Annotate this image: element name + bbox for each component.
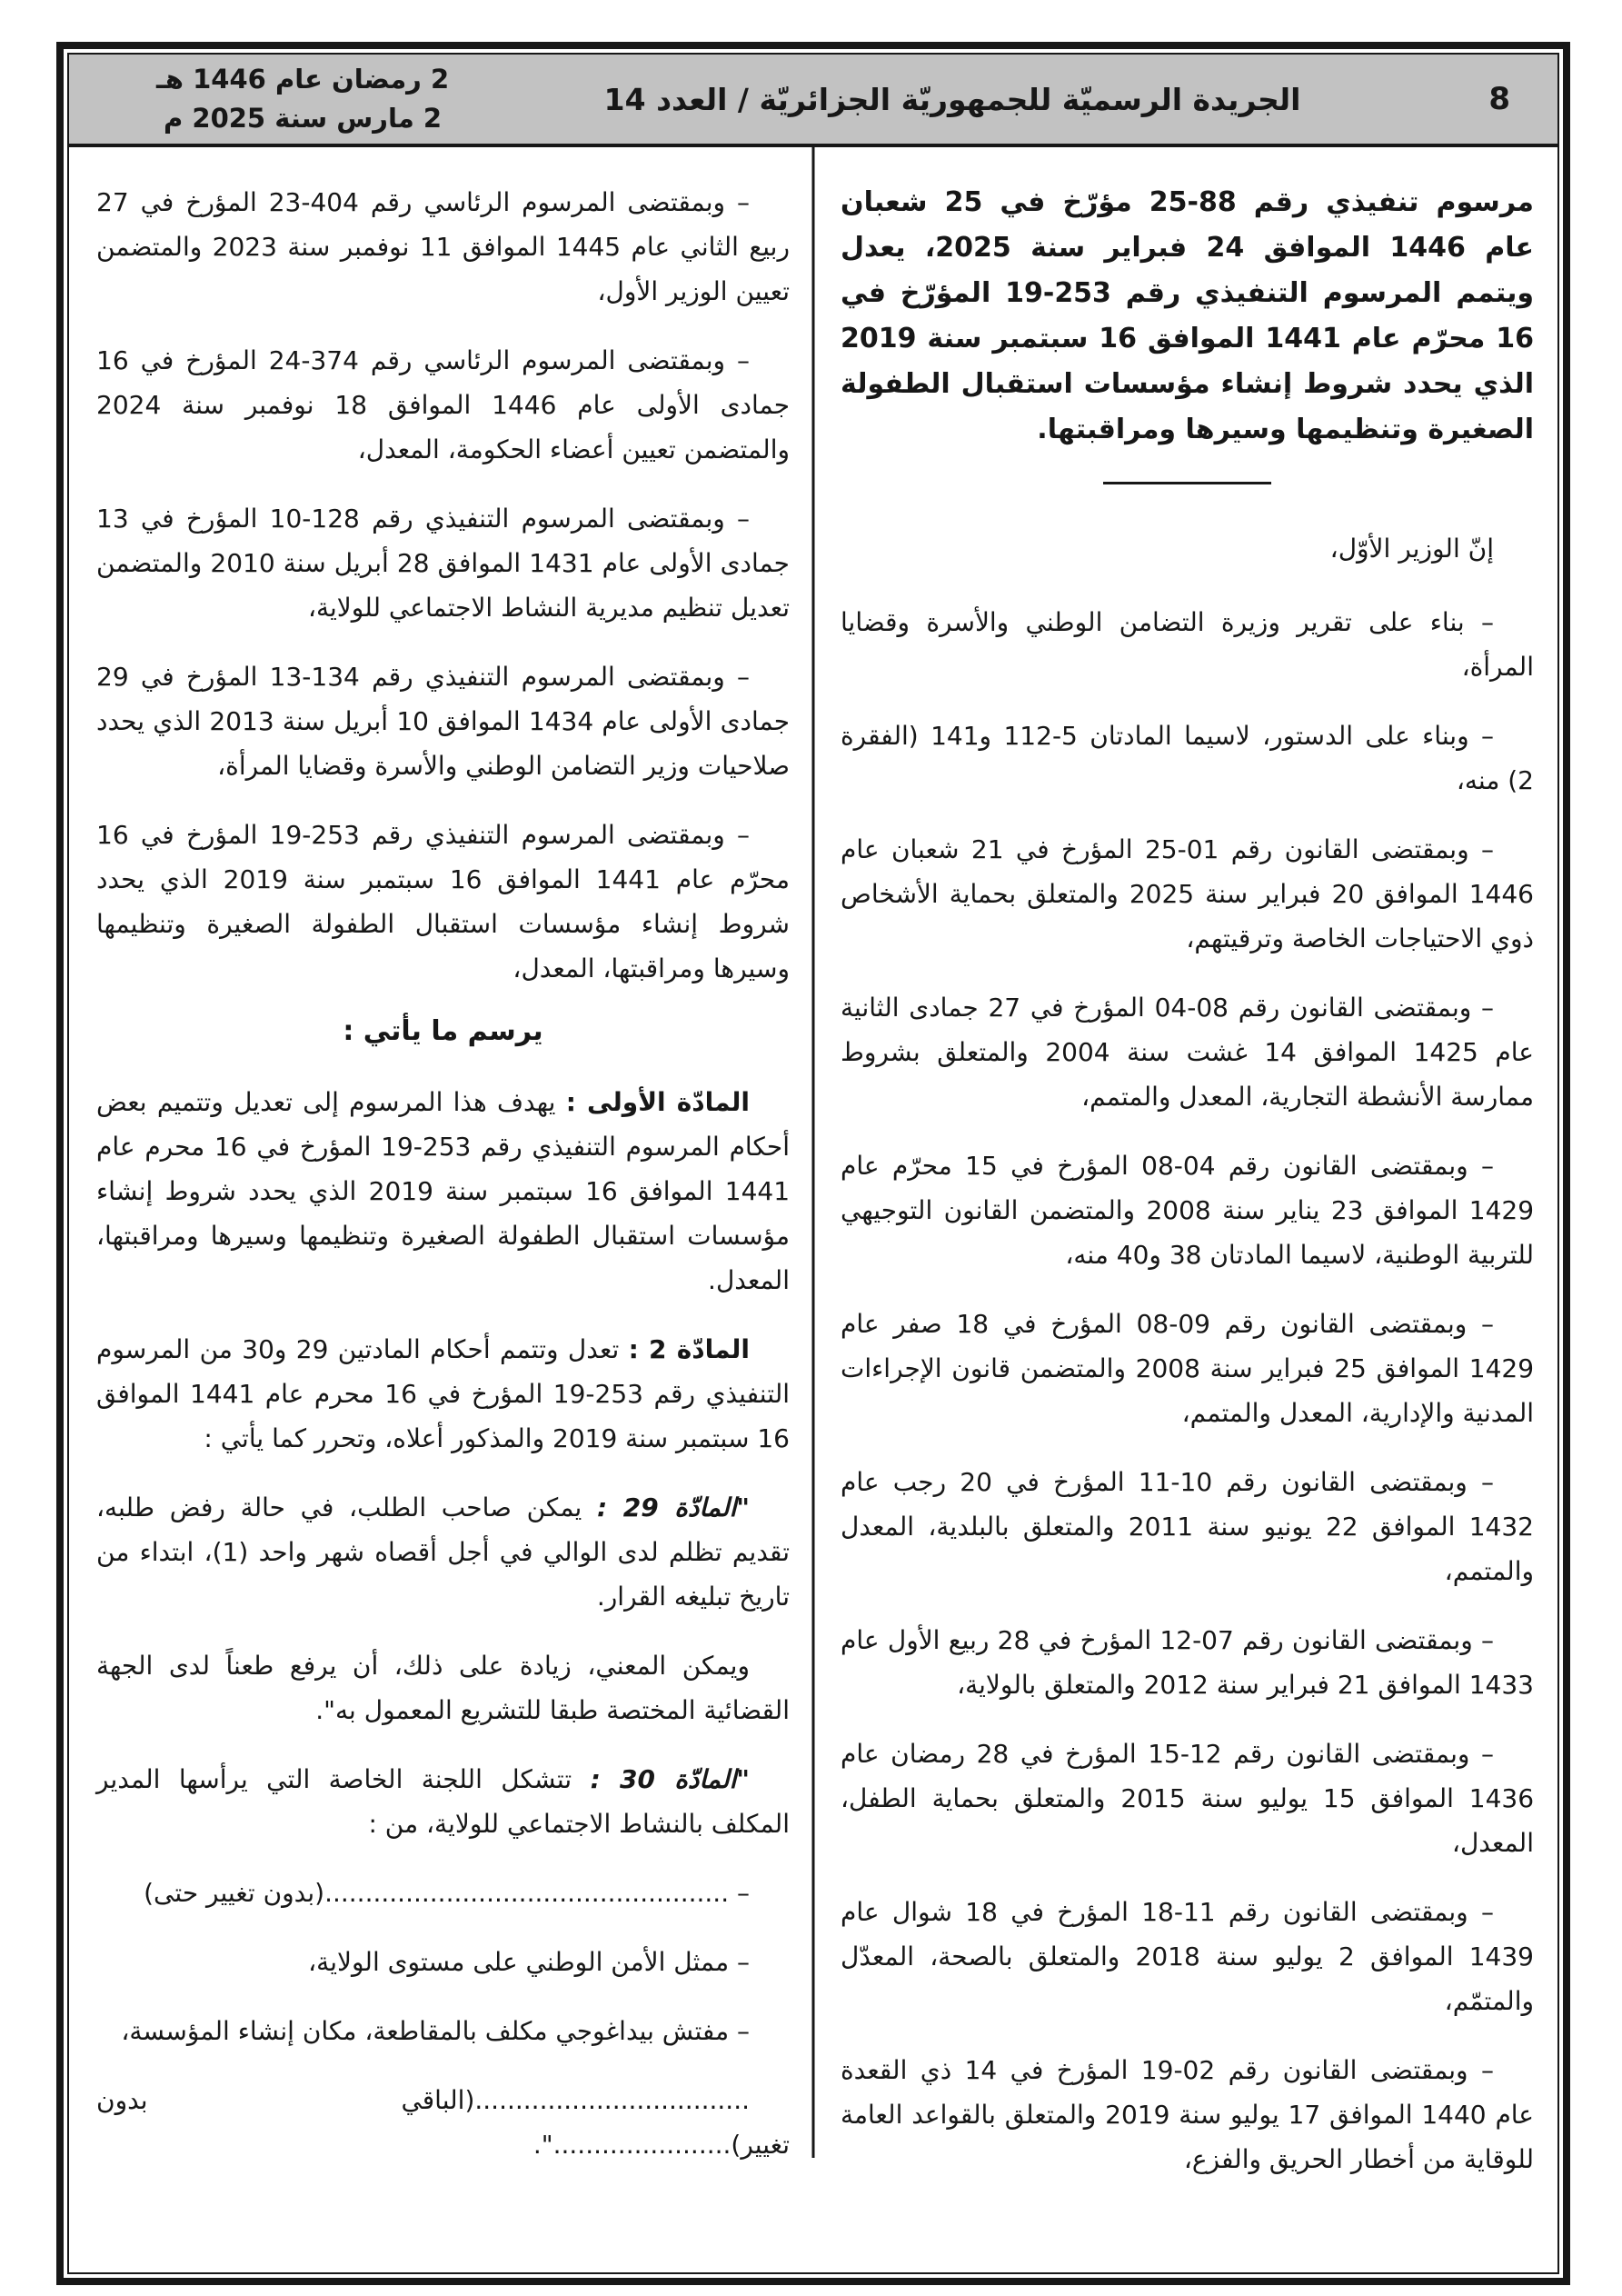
- article-paragraph: [96, 1871, 790, 1915]
- article-paragraph: [96, 2078, 790, 2167]
- page-frame-inner: [67, 53, 1559, 2274]
- header-dates: [69, 60, 449, 138]
- opening-line: إنّ الوزير الأوّل،: [1329, 534, 1494, 564]
- enactment-heading: يرسم ما يأتي :: [343, 1015, 543, 1047]
- page-header: [69, 55, 1557, 147]
- article-paragraph: [96, 2009, 790, 2053]
- article-text: ..................................(الباقي بدون تغيير)......................".: [96, 2085, 790, 2160]
- date-hijri: 2 رمضان عام 1446 هـ: [156, 64, 450, 95]
- visa-paragraph: – وبمقتضى المرسوم التنفيذي رقم 128-10 المؤرخ في 13 جمادى الأولى عام 1431 الموافق 28 أبريل سنة 2010 والمتضمن تعديل تنظيم مديرية النشاط الاجتماعي للولاية،: [96, 504, 790, 623]
- page-number: 8: [1488, 81, 1510, 117]
- article-text: – مفتش بيداغوجي مكلف بالمقاطعة، مكان إنشاء المؤسسة،: [121, 2016, 750, 2046]
- article-paragraph: [96, 1940, 790, 1984]
- column-right: [813, 147, 1557, 2272]
- visa-paragraph: – وبمقتضى القانون رقم 08-04 المؤرخ في 27 جمادى الثانية عام 1425 الموافق 14 غشت سنة 2004 والمتعلق بشروط ممارسة الأنشطة التجارية، المعدل والمتمم،: [841, 993, 1534, 1112]
- article-lead: "المادّة 30 :: [590, 1764, 750, 1794]
- article-text: يهدف هذا المرسوم إلى تعديل وتتميم بعض أحكام المرسوم التنفيذي رقم 253-19 المؤرخ في 16 محرم عام 1441 الموافق 16 سبتمبر سنة 2019 الذي يحدد شروط إنشاء مؤسسات استقبال الطفولة الصغيرة وتنظيمها وسيرها ومراقبتها، المعدل.: [96, 1087, 791, 1295]
- article-paragraph: [96, 1757, 790, 1846]
- journal-title: الجريدة الرسميّة للجمهوريّة الجزائريّة / العدد 14: [603, 81, 1301, 117]
- article-text: تعدل وتتمم أحكام المادتين 29 و30 من المرسوم التنفيذي رقم 253-19 المؤرخ في 16 محرم عام 1441 الموافق 16 سبتمبر سنة 2019 والمذكور أعلاه، وتحرر كما يأتي :: [96, 1334, 791, 1453]
- column-left: [69, 147, 813, 2272]
- decree-title: مرسوم تنفيذي رقم 88-25 مؤرّخ في 25 شعبان عام 1446 الموافق 24 فبراير سنة 2025، يعدل ويتمم المرسوم التنفيذي رقم 253-19 المؤرّخ في 16 محرّم عام 1441 الموافق 16 سبتمبر سنة 2019 الذي يحدد شروط إنشاء مؤسسات استقبال الطفولة الصغيرة وتنظيمها وسيرها ومراقبتها.: [841, 186, 1534, 445]
- visa-paragraph: – وبمقتضى القانون رقم 12-15 المؤرخ في 28 رمضان عام 1436 الموافق 15 يوليو سنة 2015 والمتعلق بحماية الطفل، المعدل،: [841, 1739, 1535, 1858]
- column-divider: [812, 147, 815, 2158]
- article-text: – ممثل الأمن الوطني على مستوى الولاية،: [308, 1947, 750, 1977]
- article-text: يمكن صاحب الطلب، في حالة رفض طلبه، تقديم تظلم لدى الوالي في أجل أقصاه شهر واحد (1)، ابتداء من تاريخ تبليغه القرار.: [96, 1492, 790, 1612]
- visa-paragraph: – وبمقتضى القانون رقم 04-08 المؤرخ في 15 محرّم عام 1429 الموافق 23 يناير سنة 2008 والمتضمن القانون التوجيهي للتربية الوطنية، لاسيما المادتان 38 و40 منه،: [841, 1151, 1535, 1270]
- visa-paragraph: – وبمقتضى المرسوم الرئاسي رقم 404-23 المؤرخ في 27 ربيع الثاني عام 1445 الموافق 11 نوفمبر سنة 2023 والمتضمن تعيين الوزير الأول،: [96, 187, 790, 306]
- article-text: تتشكل اللجنة الخاصة التي يرأسها المدير المكلف بالنشاط الاجتماعي للولاية، من :: [96, 1764, 790, 1839]
- article-lead: المادّة الأولى :: [565, 1087, 751, 1117]
- article-paragraph: [96, 1327, 790, 1461]
- article-text: – ..................................................(بدون تغيير حتى): [144, 1878, 750, 1908]
- visa-paragraph: – وبمقتضى القانون رقم 02-19 المؤرخ في 14 ذي القعدة عام 1440 الموافق 17 يوليو سنة 2019 والمتعلق بالقواعد العامة للوقاية من أخطار الحريق والفزع،: [841, 2055, 1535, 2174]
- article-paragraph: [96, 1080, 790, 1303]
- visa-paragraph: – وبمقتضى المرسوم التنفيذي رقم 253-19 المؤرخ في 16 محرّم عام 1441 الموافق 16 سبتمبر سنة 2019 الذي يحدد شروط إنشاء مؤسسات استقبال الطفولة الصغيرة وتنظيمها وسيرها ومراقبتها، المعدل،: [96, 820, 791, 983]
- page-frame: [56, 42, 1570, 2285]
- article-lead: المادّة 2 :: [628, 1334, 750, 1364]
- article-text: ويمكن المعني، زيادة على ذلك، أن يرفع طعناً لدى الجهة القضائية المختصة طبقا للتشريع المعمول به".: [96, 1651, 790, 1725]
- visa-paragraph: – وبمقتضى المرسوم التنفيذي رقم 134-13 المؤرخ في 29 جمادى الأولى عام 1434 الموافق 10 أبريل سنة 2013 الذي يحدد صلاحيات وزير التضامن الوطني والأسرة وقضايا المرأة،: [96, 662, 791, 781]
- article-lead: "المادّة 29 :: [597, 1492, 750, 1522]
- visa-paragraph: – وبمقتضى القانون رقم 07-12 المؤرخ في 28 ربيع الأول عام 1433 الموافق 21 فبراير سنة 2012 والمتعلق بالولاية،: [841, 1625, 1534, 1700]
- visa-paragraph: – بناء على تقرير وزيرة التضامن الوطني والأسرة وقضايا المرأة،: [841, 607, 1534, 682]
- visa-paragraph: – وبمقتضى القانون رقم 10-11 المؤرخ في 20 رجب عام 1432 الموافق 22 يونيو سنة 2011 والمتعلق بالبلدية، المعدل والمتمم،: [841, 1467, 1534, 1586]
- visa-paragraph: – وبمقتضى القانون رقم 01-25 المؤرخ في 21 شعبان عام 1446 الموافق 20 فبراير سنة 2025 والمتعلق بحماية الأشخاص ذوي الاحتياجات الخاصة وترقيتهم،: [841, 834, 1534, 953]
- visa-paragraph: – وبناء على الدستور، لاسيما المادتان 5-112 و141 (الفقرة 2) منه،: [841, 721, 1534, 795]
- visa-paragraph: – وبمقتضى القانون رقم 11-18 المؤرخ في 18 شوال عام 1439 الموافق 2 يوليو سنة 2018 والمتعلق بالصحة، المعدّل والمتمّم،: [841, 1897, 1534, 2016]
- date-gregorian: 2 مارس سنة 2025 م: [164, 103, 443, 134]
- article-paragraph: [96, 1485, 790, 1619]
- page-content: [69, 147, 1557, 2272]
- section-separator: [1103, 482, 1271, 484]
- visa-paragraph: – وبمقتضى المرسوم الرئاسي رقم 374-24 المؤرخ في 16 جمادى الأولى عام 1446 الموافق 18 نوفمبر سنة 2024 والمتضمن تعيين أعضاء الحكومة، المعدل،: [96, 345, 791, 464]
- article-paragraph: [96, 1643, 790, 1732]
- visa-paragraph: – وبمقتضى القانون رقم 09-08 المؤرخ في 18 صفر عام 1429 الموافق 25 فبراير سنة 2008 والمتضمن قانون الإجراءات المدنية والإدارية، المعدل والمتمم،: [841, 1309, 1535, 1428]
